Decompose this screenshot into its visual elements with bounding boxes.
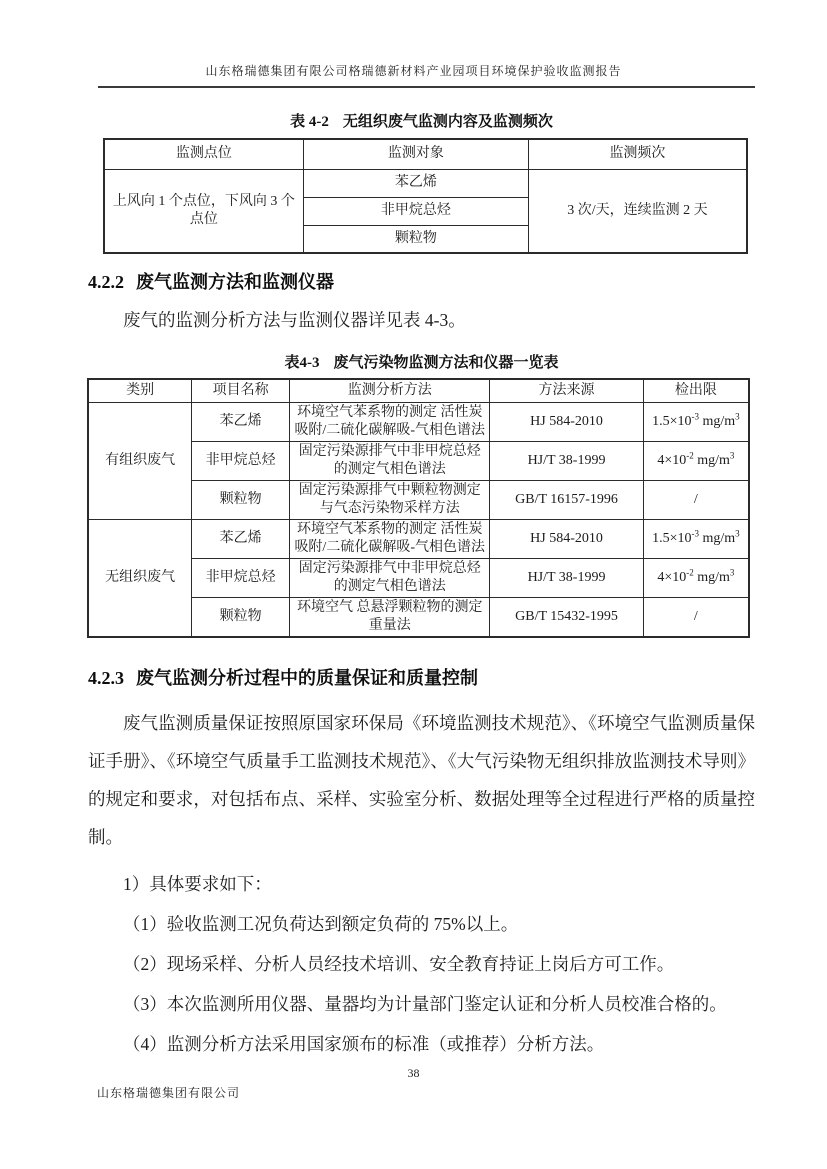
limit-base: 1.5×10 [652, 531, 692, 546]
table-cell-limit [643, 442, 749, 481]
footer-company: 山东格瑞德集团有限公司 [97, 1086, 241, 1100]
table-cell-method: 固定污染源排气中颗粒物测定与气态污染物采样方法 [290, 481, 490, 520]
section-number: 4.2.2 [88, 272, 124, 292]
table-cell-object: 颗粒物 [303, 225, 528, 253]
column-header-object: 监测对象 [303, 139, 528, 169]
table-4-2-caption-label: 表 4-2 [290, 114, 329, 130]
column-header-category: 类别 [88, 379, 192, 403]
limit-unit-exponent: 3 [735, 411, 740, 422]
table-row [88, 379, 749, 403]
page-header-title: 山东格瑞德集团有限公司格瑞德新材料产业园项目环境保护验收监测报告 [205, 64, 622, 78]
limit-exponent: -3 [691, 411, 699, 422]
list-item-2: （2）现场采样、分析人员经技术培训、安全教育持证上岗后方可工作。 [123, 954, 675, 974]
limit-unit: mg/m [693, 570, 730, 585]
section-number: 4.2.3 [88, 668, 124, 688]
list-item-1: （1）验收监测工况负荷达到额定负荷的 75%以上。 [123, 914, 519, 934]
table-cell-category: 有组织废气 [88, 403, 192, 520]
table-cell-limit [643, 481, 749, 520]
section-heading-4-2-3 [88, 664, 755, 690]
limit-exponent: -3 [691, 528, 699, 539]
table-cell-method: 环境空气苯系物的测定 活性炭吸附/二硫化碳解吸-气相色谱法 [290, 520, 490, 559]
table-4-3-caption-label: 表4-3 [284, 355, 320, 371]
table-row [88, 520, 749, 559]
table-cell-method: 环境空气苯系物的测定 活性炭吸附/二硫化碳解吸-气相色谱法 [290, 403, 490, 442]
column-header-item: 项目名称 [192, 379, 290, 403]
table-cell-limit [643, 403, 749, 442]
table-cell-method: 固定污染源排气中非甲烷总烃的测定气相色谱法 [290, 559, 490, 598]
page-content [88, 0, 755, 1064]
table-cell-frequency: 3 次/天，连续监测 2 天 [528, 169, 747, 253]
table-4-2-caption-title: 无组织废气监测内容及监测频次 [342, 114, 553, 130]
table-4-3 [87, 378, 750, 638]
table-row [104, 139, 747, 169]
list-item-4: （4）监测分析方法采用国家颁布的标准（或推荐）分析方法。 [123, 1034, 605, 1054]
table-row [104, 169, 747, 197]
table-4-3-caption-title: 废气污染物监测方法和仪器一览表 [333, 355, 559, 371]
table-cell-object: 苯乙烯 [303, 169, 528, 197]
table-cell-item: 苯乙烯 [192, 520, 290, 559]
table-cell-method: 固定污染源排气中非甲烷总烃的测定气相色谱法 [290, 442, 490, 481]
column-header-limit: 检出限 [643, 379, 749, 403]
table-cell-point: 上风向 1 个点位，下风向 3 个点位 [104, 169, 303, 253]
section-title: 废气监测方法和监测仪器 [136, 272, 334, 292]
limit-base: 1.5×10 [652, 414, 692, 429]
list-item-3: （3）本次监测所用仪器、量器均为计量部门鉴定认证和分析人员校准合格的。 [123, 994, 727, 1014]
column-header-frequency: 监测频次 [528, 139, 747, 169]
limit-unit: mg/m [698, 414, 736, 429]
table-cell-method: 环境空气 总悬浮颗粒物的测定 重量法 [290, 598, 490, 638]
table-cell-item: 非甲烷总烃 [192, 559, 290, 598]
table-cell-source: GB/T 15432-1995 [490, 598, 643, 638]
list-intro: 1）具体要求如下： [123, 874, 272, 894]
limit-exponent: -2 [686, 450, 694, 461]
table-cell-item: 颗粒物 [192, 481, 290, 520]
table-cell-source: HJ 584-2010 [490, 403, 643, 442]
table-cell-object: 非甲烷总烃 [303, 197, 528, 225]
table-cell-item: 非甲烷总烃 [192, 442, 290, 481]
table-row [88, 403, 749, 442]
table-cell-source: HJ/T 38-1999 [490, 559, 643, 598]
table-4-2-caption [88, 110, 755, 131]
table-cell-limit [643, 520, 749, 559]
paragraph-4-2-3: 废气监测质量保证按照原国家环保局《环境监测技术规范》、《环境空气监测质量保证手册》、《环境空气质量手工监测技术规范》、《大气污染物无组织排放监测技术导则》的规定和要求，对包括布点、采样、实验室分析、数据处理等全过程进行严格的质量控制。 [88, 713, 755, 847]
limit-base: 4×10 [657, 453, 687, 468]
limit-base: 4×10 [657, 570, 687, 585]
table-4-3-caption [88, 351, 755, 372]
section-title: 废气监测分析过程中的质量保证和质量控制 [136, 668, 478, 688]
table-cell-limit [643, 598, 749, 638]
limit-unit-exponent: 3 [729, 450, 735, 461]
table-cell-category: 无组织废气 [88, 520, 192, 638]
limit-unit: mg/m [698, 531, 736, 546]
table-cell-item: 颗粒物 [192, 598, 290, 638]
table-cell-source: HJ 584-2010 [490, 520, 643, 559]
table-cell-source: HJ/T 38-1999 [490, 442, 643, 481]
limit-unit: mg/m [693, 453, 730, 468]
table-cell-item: 苯乙烯 [192, 403, 290, 442]
limit-base: / [693, 492, 698, 507]
limit-unit-exponent: 3 [729, 567, 735, 578]
limit-exponent: -2 [686, 567, 694, 578]
paragraph-4-2-2: 废气的监测分析方法与监测仪器详见表 4-3。 [123, 310, 466, 330]
page-number: 38 [407, 1066, 420, 1080]
table-4-2 [103, 138, 748, 254]
column-header-source: 方法来源 [490, 379, 643, 403]
column-header-method: 监测分析方法 [290, 379, 490, 403]
table-cell-limit [643, 559, 749, 598]
column-header-point: 监测点位 [104, 139, 303, 169]
limit-unit-exponent: 3 [735, 528, 740, 539]
section-heading-4-2-2 [88, 268, 755, 294]
table-cell-source: GB/T 16157-1996 [490, 481, 643, 520]
limit-base: / [693, 609, 698, 624]
